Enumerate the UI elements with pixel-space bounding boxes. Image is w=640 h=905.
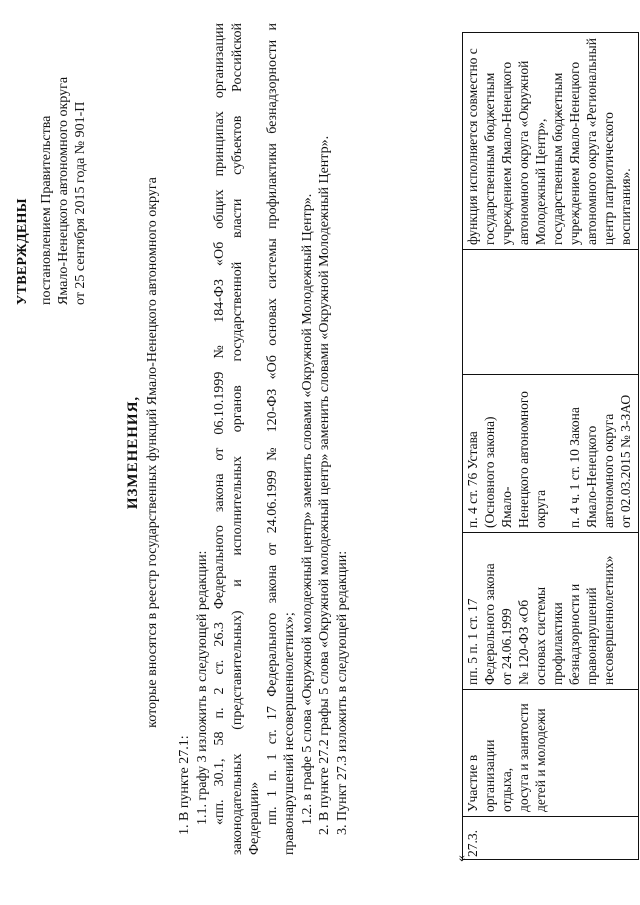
approval-line: постановлением Правительства [39, 115, 54, 305]
cell-empty [463, 250, 639, 375]
paragraph-1: 1. В пункте 27.1: [177, 735, 192, 835]
paragraph-1-1-quote-line-3: Федерации» [247, 781, 262, 855]
paragraph-1-1-law-line-1: пп. 1 п. 1 ст. 17 Федерального закона от 24.06.1999 № 120-ФЗ «Об основах системы профилактики безнадзорности и [264, 23, 280, 825]
cell-line: Молодежный Центр», [533, 118, 548, 245]
approval-line: Ямало-Ненецкого автономного округа [56, 76, 71, 305]
cell-line: детей и молодежи [533, 708, 548, 812]
document-subtitle: которые вносятся в реестр государственных функций Ямало-Ненецкого автономного округа [144, 177, 160, 728]
cell-line: государственным бюджетным [482, 72, 497, 245]
cell-line: основах системы [533, 586, 548, 685]
table-row [463, 33, 639, 860]
approval-line: от 25 сентября 2015 года № 901-П [73, 101, 88, 305]
opening-quote: « [454, 855, 469, 862]
cell-line: учреждением Ямало-Ненецкого [567, 61, 582, 245]
cell-line: округа [533, 489, 548, 528]
cell-number: 27.3. [463, 817, 639, 860]
cell-line: пп. 5 п. 1 ст. 17 [465, 598, 480, 685]
cell-regional-basis [463, 375, 639, 533]
cell-line: учреждением Ямало-Ненецкого [499, 61, 514, 245]
cell-line: автономного округа [601, 413, 616, 528]
cell-line: государственным бюджетным [550, 72, 565, 245]
cell-line: функция исполняется совместно с [465, 48, 480, 245]
cell-line: безнадзорности и [567, 583, 582, 685]
cell-line: автономного округа «Региональный [584, 38, 599, 245]
cell-federal-basis [463, 533, 639, 690]
cell-line: от 24.06.1999 [499, 608, 514, 685]
paragraph-1-1-quote-line-1: «пп. 30.1, 58 п. 2 ст. 26.3 Федерального закона от 06.10.1999 № 184-ФЗ «Об общих принципах организации [212, 23, 227, 825]
registry-table [462, 32, 639, 860]
document-title: ИЗМЕНЕНИЯ, [125, 395, 141, 510]
approval-heading: УТВЕРЖДЕНЫ [15, 198, 30, 305]
cell-line: автономного округа «Окружной [516, 60, 531, 245]
cell-line: Федерального закона [482, 563, 497, 685]
paragraph-3: 3. Пункт 27.3 изложить в следующей редакции: [334, 550, 350, 835]
amendments-text [176, 23, 351, 855]
paragraph-1-1-law-line-2: правонарушений несовершеннолетних»; [282, 612, 297, 855]
cell-line: профилактики [550, 602, 565, 685]
approval-block [14, 5, 89, 305]
paragraph-1-2: 1.2. в графе 5 слова «Окружной молодежный центр» заменить словами «Окружной Молодежный Центр». [299, 193, 315, 825]
cell-line: № 120-ФЗ «Об [516, 599, 531, 685]
cell-line: п. 4 ст. 76 Устава [465, 431, 480, 528]
cell-line: Участие в [465, 754, 480, 812]
cell-line: от 02.03.2015 № 3-ЗАО [618, 394, 633, 528]
cell-line: организации отдыха, [482, 739, 514, 812]
paragraph-1-1-quote-line-2: законодательных (представительных) и исполнительных органов государственной власти субъектов Российской [229, 23, 245, 855]
cell-executor [463, 33, 639, 250]
cell-line: досуга и занятости [516, 703, 531, 812]
paragraph-2: 2. В пункте 27.2 графы 5 слова «Окружной молодежный центр» заменить словами «Окружной Молодежный Центр». [317, 135, 332, 835]
cell-line: несовершеннолетних» [601, 555, 616, 685]
cell-line: Ямало-Ненецкого [584, 425, 599, 528]
title-block [125, 0, 161, 905]
cell-line: Ненецкого автономного [516, 391, 531, 528]
cell-function-name [463, 690, 639, 817]
cell-line: правонарушений [584, 587, 599, 685]
cell-line: центр патриотического воспитания». [601, 112, 633, 245]
cell-line: (Основного закона) Ямало- [482, 416, 514, 528]
paragraph-1-1: 1.1. графу 3 изложить в следующей редакции: [194, 550, 210, 825]
cell-line: п. 4 ч. 1 ст. 10 Закона [567, 407, 582, 528]
